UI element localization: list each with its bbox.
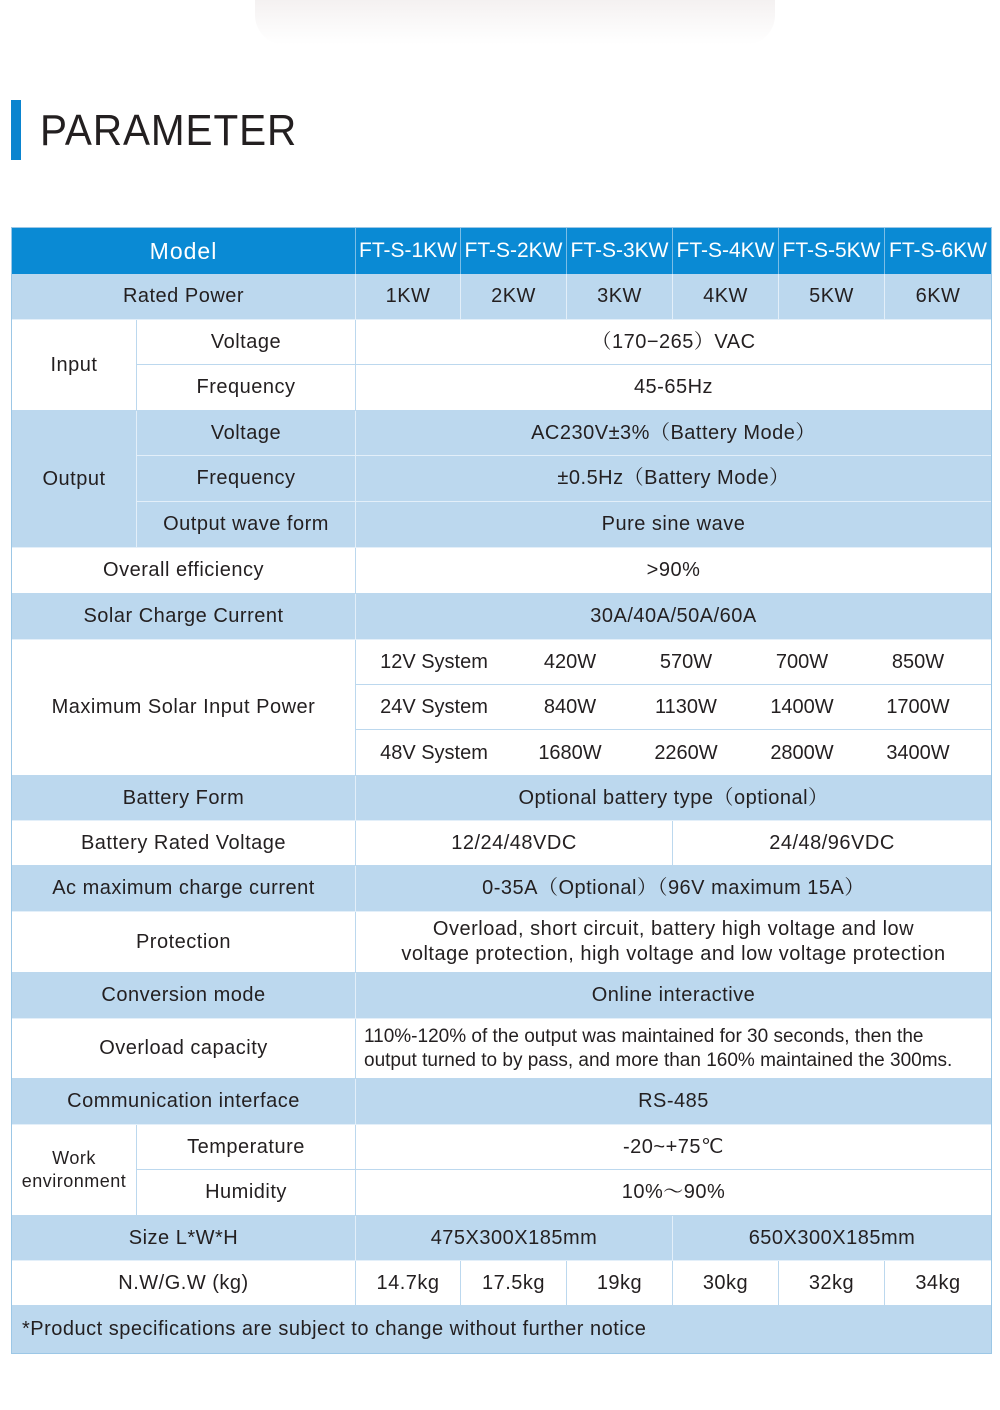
model-header: Model — [12, 228, 356, 274]
overload-line-2: output turned to by pass, and more than 160% maintained the 300ms. — [364, 1049, 953, 1071]
efficiency-label: Overall efficiency — [12, 548, 356, 594]
weight-1: 14.7kg — [356, 1261, 461, 1306]
humidity-value: 10%～90% — [356, 1170, 991, 1216]
output-waveform-label: Output wave form — [137, 502, 356, 548]
protection-value — [356, 912, 991, 973]
max-solar-input-label: Maximum Solar Input Power — [12, 640, 356, 776]
work-environment-line-1: Work — [52, 1147, 96, 1168]
rated-power-label: Rated Power — [12, 274, 356, 320]
model-header-4: FT-S-4KW — [673, 228, 779, 274]
output-frequency-label: Frequency — [137, 456, 356, 502]
solar-48v-2: 2260W — [654, 741, 718, 764]
temperature-label: Temperature — [137, 1125, 356, 1170]
rated-power-5: 5KW — [779, 274, 885, 320]
output-voltage-value: AC230V±3%（Battery Mode） — [356, 411, 991, 456]
footnote: *Product specifications are subject to change without further notice — [12, 1306, 991, 1353]
solar-12v-system: 12V System — [380, 651, 488, 673]
solar-12v-4: 850W — [891, 651, 945, 673]
efficiency-value: >90% — [356, 548, 991, 594]
solar-48v-4: 3400W — [886, 741, 950, 764]
rated-power-6: 6KW — [885, 274, 991, 320]
battery-voltage-label: Battery Rated Voltage — [12, 821, 356, 866]
overload-value — [356, 1019, 991, 1079]
model-header-3: FT-S-3KW — [567, 228, 673, 274]
solar-48v-3: 2800W — [770, 741, 834, 764]
solar-24v-1: 840W — [543, 696, 597, 718]
weight-3: 19kg — [567, 1261, 673, 1306]
weight-5: 32kg — [779, 1261, 885, 1306]
protection-label: Protection — [12, 912, 356, 973]
model-header-5: FT-S-5KW — [779, 228, 885, 274]
solar-12v-2: 570W — [659, 651, 713, 673]
model-header-1: FT-S-1KW — [356, 228, 461, 274]
rated-power-1: 1KW — [356, 274, 461, 320]
battery-form-label: Battery Form — [12, 776, 356, 821]
parameter-table — [11, 227, 992, 1354]
input-label: Input — [12, 320, 137, 411]
input-voltage-label: Voltage — [137, 320, 356, 365]
output-waveform-value: Pure sine wave — [356, 502, 991, 548]
output-frequency-value: ±0.5Hz（Battery Mode） — [356, 456, 991, 502]
output-label: Output — [12, 411, 137, 548]
work-environment-label — [12, 1125, 137, 1216]
ac-charge-label: Ac maximum charge current — [12, 866, 356, 912]
solar-12v-1: 420W — [543, 651, 597, 673]
weight-4: 30kg — [673, 1261, 779, 1306]
size-value-1: 475X300X185mm — [356, 1216, 673, 1261]
humidity-label: Humidity — [137, 1170, 356, 1216]
size-value-2: 650X300X185mm — [673, 1216, 991, 1261]
weight-6: 34kg — [885, 1261, 991, 1306]
solar-24v-2: 1130W — [655, 696, 717, 718]
protection-line-2: voltage protection, high voltage and low voltage protection — [401, 943, 946, 965]
communication-label: Communication interface — [12, 1079, 356, 1125]
work-environment-line-2: environment — [21, 1171, 127, 1191]
solar-24v-3: 1400W — [770, 696, 834, 718]
input-frequency-label: Frequency — [137, 365, 356, 411]
solar-24v-system: 24V System — [380, 696, 488, 718]
conversion-mode-value: Online interactive — [356, 973, 991, 1019]
solar-48v-system: 48V System — [380, 741, 488, 764]
battery-voltage-1: 12/24/48VDC — [356, 821, 673, 866]
size-label: Size L*W*H — [12, 1216, 356, 1261]
battery-form-value: Optional battery type（optional） — [356, 776, 991, 821]
title-accent-bar — [11, 100, 21, 160]
overload-line-1: 110%-120% of the output was maintained for 30 seconds, then the — [364, 1025, 924, 1047]
protection-line-1: Overload, short circuit, battery high voltage and low — [432, 918, 915, 940]
weight-2: 17.5kg — [461, 1261, 567, 1306]
temperature-value: -20~+75℃ — [356, 1125, 991, 1170]
solar-24v-4: 1700W — [886, 696, 950, 718]
product-image-fade — [255, 0, 775, 45]
input-voltage-value: （170−265）VAC — [356, 320, 991, 365]
input-frequency-value: 45-65Hz — [356, 365, 991, 411]
conversion-mode-label: Conversion mode — [12, 973, 356, 1019]
page-title: PARAMETER — [40, 106, 298, 155]
solar-charge-value: 30A/40A/50A/60A — [356, 594, 991, 640]
solar-12v-3: 700W — [775, 651, 829, 673]
model-header-2: FT-S-2KW — [461, 228, 567, 274]
rated-power-3: 3KW — [567, 274, 673, 320]
ac-charge-value: 0-35A（Optional）（96V maximum 15A） — [356, 866, 991, 912]
overload-label: Overload capacity — [12, 1019, 356, 1079]
battery-voltage-2: 24/48/96VDC — [673, 821, 991, 866]
solar-48v-1: 1680W — [538, 741, 602, 764]
output-voltage-label: Voltage — [137, 411, 356, 456]
solar-charge-label: Solar Charge Current — [12, 594, 356, 640]
weight-label: N.W/G.W (kg) — [12, 1261, 356, 1306]
rated-power-4: 4KW — [673, 274, 779, 320]
model-header-6: FT-S-6KW — [885, 228, 991, 274]
communication-value: RS-485 — [356, 1079, 991, 1125]
rated-power-2: 2KW — [461, 274, 567, 320]
